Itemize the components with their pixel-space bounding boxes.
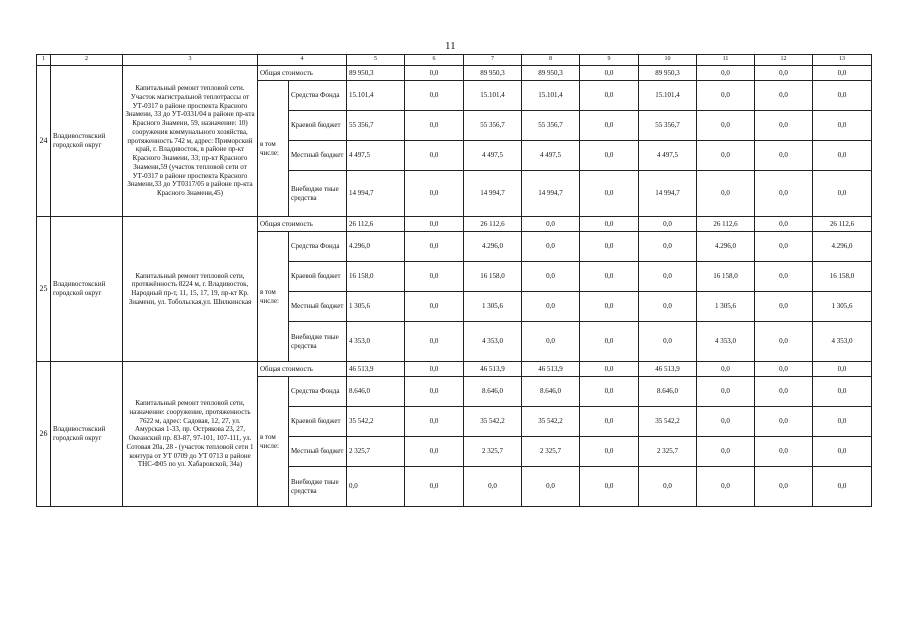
value-cell: 0,0 <box>639 262 697 292</box>
funding-source-label: Средства Фонда <box>289 377 347 407</box>
value-cell: 89 950,3 <box>464 66 522 81</box>
value-cell: 4 353,0 <box>697 322 755 362</box>
value-cell: 0,0 <box>580 232 639 262</box>
value-cell: 0,0 <box>813 377 872 407</box>
funding-source-label: Внебюдже тные средства <box>289 467 347 507</box>
value-cell: 0,0 <box>464 467 522 507</box>
value-cell: 55 356,7 <box>464 111 522 141</box>
value-cell: 0,0 <box>697 437 755 467</box>
column-number: 4 <box>258 55 347 66</box>
value-cell: 4 353,0 <box>813 322 872 362</box>
funding-source-label: Местный бюджет <box>289 141 347 171</box>
value-cell: 55 356,7 <box>522 111 580 141</box>
value-cell: 0,0 <box>522 262 580 292</box>
value-cell: 0,0 <box>813 81 872 111</box>
value-cell: 0,0 <box>522 232 580 262</box>
value-cell: 2 325,7 <box>464 437 522 467</box>
territory-cell: Владивостокский городской округ <box>51 217 123 362</box>
value-cell: 0,0 <box>580 81 639 111</box>
value-cell: 26 112,6 <box>697 217 755 232</box>
value-cell: 0,0 <box>405 322 464 362</box>
value-cell: 0,0 <box>580 467 639 507</box>
value-cell: 0,0 <box>405 467 464 507</box>
including-label: в том числе: <box>258 232 289 362</box>
value-cell: 0,0 <box>813 141 872 171</box>
territory-cell: Владивостокский городской округ <box>51 362 123 507</box>
value-cell: 0,0 <box>405 217 464 232</box>
value-cell: 0,0 <box>347 467 405 507</box>
value-cell: 0,0 <box>813 111 872 141</box>
funding-source-label: Средства Фонда <box>289 81 347 111</box>
row-number: 26 <box>37 362 51 507</box>
including-label: в том числе: <box>258 81 289 217</box>
value-cell: 0,0 <box>405 262 464 292</box>
description-cell: Капитальный ремонт тепловой сети, назначение: сооружение, протяженность 7622 м, адрес: Садовая, 12, 27, ул. Амурская 1-33, пр. Острякова 23, 27, Океанский пр. 83-87, 97-101, 107-111, ул. Сотовая 20а, 28 - (участок тепловой сети 1 контура от УТ 0709 до УТ 0713 в районе ТНС-Ф05 по ул. Хабаровской, 34а) <box>123 362 258 507</box>
value-cell: 15.101,4 <box>347 81 405 111</box>
value-cell: 46 513,9 <box>522 362 580 377</box>
value-cell: 0,0 <box>580 111 639 141</box>
value-cell: 0,0 <box>580 322 639 362</box>
value-cell: 0,0 <box>697 141 755 171</box>
value-cell: 8.646,0 <box>347 377 405 407</box>
funding-source-label: Средства Фонда <box>289 232 347 262</box>
value-cell: 0,0 <box>697 111 755 141</box>
value-cell: 0,0 <box>580 217 639 232</box>
value-cell: 0,0 <box>813 437 872 467</box>
value-cell: 0,0 <box>580 141 639 171</box>
territory-cell: Владивостокский городской округ <box>51 66 123 217</box>
value-cell: 0,0 <box>580 66 639 81</box>
value-cell: 0,0 <box>697 171 755 217</box>
value-cell: 0,0 <box>697 362 755 377</box>
value-cell: 2 325,7 <box>639 437 697 467</box>
value-cell: 0,0 <box>755 232 813 262</box>
value-cell: 0,0 <box>697 467 755 507</box>
column-number: 1 <box>37 55 51 66</box>
value-cell: 0,0 <box>580 377 639 407</box>
value-cell: 14 994,7 <box>464 171 522 217</box>
value-cell: 0,0 <box>639 467 697 507</box>
value-cell: 0,0 <box>580 407 639 437</box>
value-cell: 35 542,2 <box>522 407 580 437</box>
value-cell: 0,0 <box>813 66 872 81</box>
column-number: 13 <box>813 55 872 66</box>
value-cell: 0,0 <box>755 66 813 81</box>
value-cell: 4 353,0 <box>347 322 405 362</box>
value-cell: 15.101,4 <box>522 81 580 111</box>
column-number: 2 <box>51 55 123 66</box>
value-cell: 35 542,2 <box>639 407 697 437</box>
value-cell: 0,0 <box>405 362 464 377</box>
value-cell: 0,0 <box>580 292 639 322</box>
value-cell: 2 325,7 <box>522 437 580 467</box>
value-cell: 16 158,0 <box>813 262 872 292</box>
column-number: 10 <box>639 55 697 66</box>
value-cell: 0,0 <box>405 407 464 437</box>
value-cell: 4.296,0 <box>697 232 755 262</box>
value-cell: 89 950,3 <box>639 66 697 81</box>
value-cell: 0,0 <box>755 141 813 171</box>
value-cell: 0,0 <box>755 171 813 217</box>
value-cell: 55 356,7 <box>347 111 405 141</box>
value-cell: 1 305,6 <box>347 292 405 322</box>
value-cell: 14 994,7 <box>522 171 580 217</box>
value-cell: 0,0 <box>580 362 639 377</box>
value-cell: 0,0 <box>755 111 813 141</box>
table-row <box>37 66 872 81</box>
value-cell: 0,0 <box>755 322 813 362</box>
value-cell: 4.296,0 <box>464 232 522 262</box>
value-cell: 0,0 <box>639 292 697 322</box>
value-cell: 14 994,7 <box>639 171 697 217</box>
value-cell: 89 950,3 <box>347 66 405 81</box>
value-cell: 0,0 <box>755 377 813 407</box>
value-cell: 2 325,7 <box>347 437 405 467</box>
value-cell: 0,0 <box>522 292 580 322</box>
funding-source-label: Краевой бюджет <box>289 407 347 437</box>
column-number: 5 <box>347 55 405 66</box>
funding-source-label: Местный бюджет <box>289 292 347 322</box>
description-cell: Капитальный ремонт тепловой сети, протяжённость 8224 м, г. Владивосток, Народный пр-т, 11, 15, 17, 19, пр-кт Кр. Знамени, ул. Тобольская,ул. Шилкинская <box>123 217 258 362</box>
value-cell: 0,0 <box>405 292 464 322</box>
value-cell: 35 542,2 <box>464 407 522 437</box>
value-cell: 46 513,9 <box>347 362 405 377</box>
value-cell: 0,0 <box>813 171 872 217</box>
value-cell: 14 994,7 <box>347 171 405 217</box>
value-cell: 4 497,5 <box>347 141 405 171</box>
total-cost-label: Общая стоимость <box>258 217 347 232</box>
value-cell: 16 158,0 <box>347 262 405 292</box>
value-cell: 0,0 <box>405 437 464 467</box>
column-number: 8 <box>522 55 580 66</box>
value-cell: 0,0 <box>639 217 697 232</box>
header-row <box>37 55 872 66</box>
funding-source-label: Внебюдже тные средства <box>289 171 347 217</box>
row-number: 24 <box>37 66 51 217</box>
value-cell: 35 542,2 <box>347 407 405 437</box>
total-cost-label: Общая стоимость <box>258 66 347 81</box>
table-row <box>37 217 872 232</box>
financing-table <box>36 54 872 507</box>
table-row <box>37 362 872 377</box>
value-cell: 16 158,0 <box>697 262 755 292</box>
value-cell: 4 497,5 <box>522 141 580 171</box>
value-cell: 0,0 <box>522 467 580 507</box>
column-number: 6 <box>405 55 464 66</box>
value-cell: 1 305,6 <box>697 292 755 322</box>
value-cell: 16 158,0 <box>464 262 522 292</box>
value-cell: 0,0 <box>755 467 813 507</box>
column-number: 9 <box>580 55 639 66</box>
value-cell: 0,0 <box>755 437 813 467</box>
value-cell: 4.296,0 <box>347 232 405 262</box>
row-number: 25 <box>37 217 51 362</box>
value-cell: 8.646,0 <box>522 377 580 407</box>
value-cell: 0,0 <box>755 217 813 232</box>
value-cell: 0,0 <box>405 66 464 81</box>
value-cell: 0,0 <box>405 171 464 217</box>
value-cell: 0,0 <box>580 437 639 467</box>
value-cell: 15.101,4 <box>464 81 522 111</box>
value-cell: 46 513,9 <box>464 362 522 377</box>
value-cell: 0,0 <box>755 81 813 111</box>
column-number: 12 <box>755 55 813 66</box>
value-cell: 89 950,3 <box>522 66 580 81</box>
column-number: 3 <box>123 55 258 66</box>
value-cell: 0,0 <box>755 292 813 322</box>
value-cell: 0,0 <box>813 467 872 507</box>
value-cell: 26 112,6 <box>813 217 872 232</box>
value-cell: 0,0 <box>697 407 755 437</box>
value-cell: 4 497,5 <box>464 141 522 171</box>
value-cell: 0,0 <box>522 322 580 362</box>
value-cell: 15.101,4 <box>639 81 697 111</box>
value-cell: 0,0 <box>813 362 872 377</box>
value-cell: 0,0 <box>405 111 464 141</box>
value-cell: 46 513,9 <box>639 362 697 377</box>
funding-source-label: Краевой бюджет <box>289 262 347 292</box>
value-cell: 26 112,6 <box>464 217 522 232</box>
value-cell: 0,0 <box>522 217 580 232</box>
funding-source-label: Краевой бюджет <box>289 111 347 141</box>
value-cell: 0,0 <box>405 81 464 111</box>
value-cell: 0,0 <box>639 322 697 362</box>
value-cell: 8.646,0 <box>639 377 697 407</box>
value-cell: 4 497,5 <box>639 141 697 171</box>
total-cost-label: Общая стоимость <box>258 362 347 377</box>
value-cell: 0,0 <box>580 262 639 292</box>
including-label: в том числе: <box>258 377 289 507</box>
value-cell: 0,0 <box>697 377 755 407</box>
funding-source-label: Внебюдже тные средства <box>289 322 347 362</box>
value-cell: 0,0 <box>697 81 755 111</box>
value-cell: 26 112,6 <box>347 217 405 232</box>
value-cell: 8.646,0 <box>464 377 522 407</box>
value-cell: 55 356,7 <box>639 111 697 141</box>
value-cell: 0,0 <box>755 262 813 292</box>
value-cell: 0,0 <box>580 171 639 217</box>
funding-source-label: Местный бюджет <box>289 437 347 467</box>
value-cell: 0,0 <box>813 407 872 437</box>
value-cell: 0,0 <box>755 362 813 377</box>
value-cell: 0,0 <box>405 377 464 407</box>
value-cell: 0,0 <box>639 232 697 262</box>
value-cell: 4 353,0 <box>464 322 522 362</box>
description-cell: Капитальный ремонт тепловой сети. Участок магистральной теплотрассы от УТ-0317 в районе проспекта Красного Знамени, 33 до УТ-0331/04 в районе пр-кта Красного Знамени, 59, назначение: 10) сооружения коммунального хозяйства, протяженность 742 м, адрес: Приморский край, г. Владивосток, в районе пр-кт Красного Знамени, 33; пр-кт Красного Знамени,59 (участок тепловой сети от УТ-0317 в районе проспекта Красного Знамени,33 до УТ0317/05 в районе пр-кта Красного Знамени,45) <box>123 66 258 217</box>
page-number: 11 <box>445 40 456 52</box>
column-number: 11 <box>697 55 755 66</box>
column-number: 7 <box>464 55 522 66</box>
value-cell: 1 305,6 <box>464 292 522 322</box>
value-cell: 0,0 <box>697 66 755 81</box>
value-cell: 0,0 <box>405 141 464 171</box>
value-cell: 0,0 <box>405 232 464 262</box>
value-cell: 1 305,6 <box>813 292 872 322</box>
value-cell: 0,0 <box>755 407 813 437</box>
value-cell: 4.296,0 <box>813 232 872 262</box>
